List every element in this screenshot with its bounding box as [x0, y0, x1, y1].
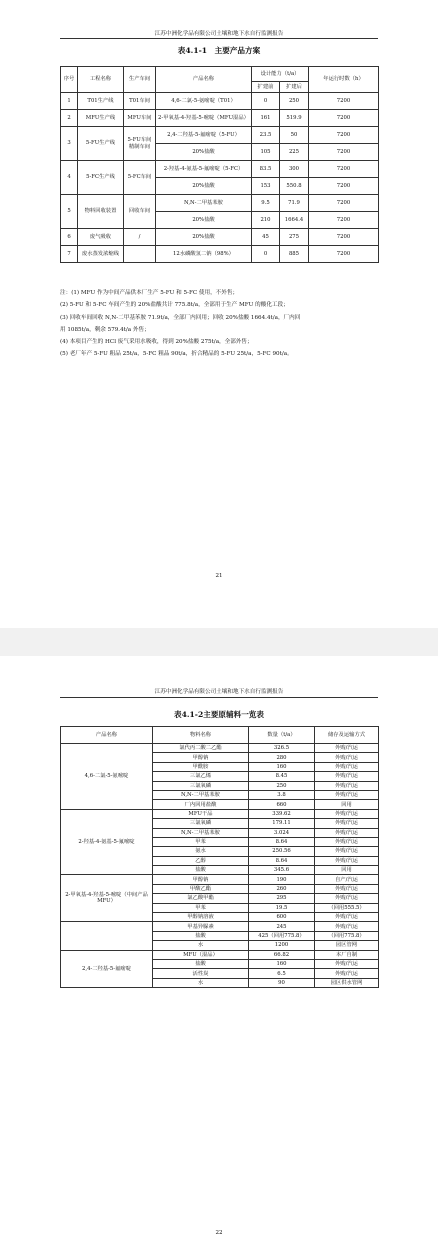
cell-storage: （回用555.5） — [315, 903, 379, 912]
cell-storage: 自产/汽运 — [315, 875, 379, 884]
header-after: 扩建后 — [280, 82, 309, 93]
cell-hours: 7200 — [309, 110, 379, 127]
cell-hours: 7200 — [309, 212, 379, 229]
cell-storage: 外购/汽运 — [315, 828, 379, 837]
cell-product: 2-甲氧基-4-羟基-5-嘧啶（MFU湿品） — [156, 110, 252, 127]
cell-storage: 外购/汽运 — [315, 922, 379, 931]
cell-material: 甲醇钠溶液 — [153, 913, 249, 922]
cell-material: 盐酸 — [153, 959, 249, 968]
note-line: 注：(1) MFU 作为中间产品供本厂生产 5-FU 和 5-FC 使用，不外售； — [60, 290, 239, 296]
cell-qty: 3.8 — [249, 790, 315, 799]
cell-material: 活性炭 — [153, 969, 249, 978]
cell-qty: 66.82 — [249, 950, 315, 959]
cell-storage: 回用 — [315, 866, 379, 875]
cell-material: 厂内回用盐酸 — [153, 800, 249, 809]
cell-project: 废气吸收 — [78, 229, 124, 246]
cell-material: 甲醇钠 — [153, 875, 249, 884]
cell-storage: 外购/汽运 — [315, 969, 379, 978]
cell-qty: 250.56 — [249, 847, 315, 856]
cell-product: 2-甲氧基-4-羟基-5-嘧啶（中间产品MFU） — [61, 875, 153, 922]
cell-storage: 外购/汽运 — [315, 913, 379, 922]
cell-product: 4,6-二氯-5-氨嘧啶 — [61, 744, 153, 810]
cell-storage: 外购/汽运 — [315, 894, 379, 903]
cell-storage: 外购/汽运 — [315, 744, 379, 753]
cell-seq: 2 — [61, 110, 78, 127]
cell-after: 250 — [280, 93, 309, 110]
table-row — [61, 229, 379, 246]
cell-qty: 339.62 — [249, 809, 315, 818]
cell-hours: 7200 — [309, 195, 379, 212]
table2-caption: 表4.1-2主要原辅料一览表 — [174, 710, 264, 719]
cell-qty: 345.6 — [249, 866, 315, 875]
note-line: (4) 本项目产生的 HCl 废气采用水吸收，得到 20%盐酸 275t/a，全部外售； — [60, 339, 253, 346]
cell-project: 5-FC生产线 — [78, 161, 124, 195]
header-material: 物料名称 — [153, 727, 249, 744]
product-plan-table — [60, 66, 379, 263]
cell-seq: 4 — [61, 161, 78, 195]
cell-storage: 本厂自制 — [315, 950, 379, 959]
table-row — [61, 110, 379, 127]
cell-before: 0 — [252, 93, 280, 110]
cell-qty: 260 — [249, 884, 315, 893]
cell-storage: 外购/汽运 — [315, 837, 379, 846]
cell-hours: 7200 — [309, 93, 379, 110]
cell-workshop: 5-FU车间精制车间 — [124, 127, 156, 161]
cell-storage: 外购/汽运 — [315, 847, 379, 856]
cell-material: 甲醇钠 — [153, 753, 249, 762]
cell-qty: 160 — [249, 762, 315, 771]
cell-qty: 190 — [249, 875, 315, 884]
cell-before: 9.5 — [252, 195, 280, 212]
cell-product: 2-羟基-4-氨基-5-氟嘧啶 — [61, 809, 153, 875]
cell-storage: 园区供水管网 — [315, 978, 379, 987]
cell-qty: 295 — [249, 894, 315, 903]
cell-storage: 外购/汽运 — [315, 772, 379, 781]
cell-product: 20%盐酸 — [156, 212, 252, 229]
cell-material: 盐酸 — [153, 931, 249, 940]
cell-project: 废水蒸发浓缩线 — [78, 246, 124, 263]
cell-before: 23.5 — [252, 127, 280, 144]
cell-material: 氨水 — [153, 847, 249, 856]
table-row — [61, 93, 379, 110]
cell-project: 物料回收装置 — [78, 195, 124, 229]
table-row — [61, 195, 379, 212]
cell-material: 氯代丙二酸二乙酯 — [153, 744, 249, 753]
cell-storage: 外购/汽运 — [315, 959, 379, 968]
cell-qty: 8.64 — [249, 837, 315, 846]
cell-storage: 外购/汽运 — [315, 753, 379, 762]
cell-material: 三氯氧磷 — [153, 781, 249, 790]
cell-hours: 7200 — [309, 178, 379, 195]
cell-material: 三氯乙烯 — [153, 772, 249, 781]
cell-after: 300 — [280, 161, 309, 178]
cell-material: 水 — [153, 978, 249, 987]
header-hours: 年运行时数（h） — [309, 67, 379, 93]
cell-qty: 250 — [249, 781, 315, 790]
cell-storage: 外购/汽运 — [315, 762, 379, 771]
report-header: 江苏中洲化学品有限公司土壤和地下水自行监测报告 — [154, 689, 284, 695]
cell-qty: 8.45 — [249, 772, 315, 781]
cell-material: 三氯氧磷 — [153, 819, 249, 828]
header-seq: 序号 — [61, 67, 78, 93]
cell-qty: 600 — [249, 913, 315, 922]
cell-material: 甲苯 — [153, 837, 249, 846]
cell-qty: 8.64 — [249, 856, 315, 865]
cell-material: 甲酰胺 — [153, 762, 249, 771]
cell-storage: （回用775.8） — [315, 931, 379, 940]
cell-material: N,N-二甲基苯胺 — [153, 828, 249, 837]
cell-product: 4,6-二氯-5-氨嘧啶（T01） — [156, 93, 252, 110]
cell-material: 乙醇 — [153, 856, 249, 865]
table1-caption: 表4.1-1 主要产品方案 — [177, 46, 261, 55]
cell-project: T01生产线 — [78, 93, 124, 110]
cell-product: 20%盐酸 — [156, 229, 252, 246]
table-row — [61, 875, 379, 884]
cell-material: MFU干品 — [153, 809, 249, 818]
cell-product: 12水磷酸氢二钠（98%） — [156, 246, 252, 263]
table-row — [61, 246, 379, 263]
cell-qty: 90 — [249, 978, 315, 987]
cell-storage: 外购/汽运 — [315, 809, 379, 818]
cell-seq: 1 — [61, 93, 78, 110]
cell-workshop: 回收车间 — [124, 195, 156, 229]
cell-qty: 280 — [249, 753, 315, 762]
header-storage: 储存及运输方式 — [315, 727, 379, 744]
cell-qty: 425（回用775.8） — [249, 931, 315, 940]
cell-product — [61, 922, 153, 950]
cell-qty: 245 — [249, 922, 315, 931]
cell-storage: 外购/汽运 — [315, 790, 379, 799]
table-row — [61, 950, 379, 959]
cell-product: N,N-二甲基苯胺 — [156, 195, 252, 212]
cell-product: 20%盐酸 — [156, 144, 252, 161]
cell-storage: 外购/汽运 — [315, 884, 379, 893]
cell-before: 105 — [252, 144, 280, 161]
cell-product: 2,4-二羟基-5-氟嘧啶（5-FU） — [156, 127, 252, 144]
cell-qty: 179.11 — [249, 819, 315, 828]
cell-material: N,N-二甲基苯胺 — [153, 790, 249, 799]
cell-seq: 7 — [61, 246, 78, 263]
cell-hours: 7200 — [309, 127, 379, 144]
note-line: (2) 5-FU 和 5-FC 车间产生的 20%盐酸共计 775.8t/a，全部用于生产 MFU 的酸化工段； — [60, 302, 289, 309]
header-qty: 数量（t/a） — [249, 727, 315, 744]
cell-seq: 3 — [61, 127, 78, 161]
cell-material: 甲酸乙酯 — [153, 884, 249, 893]
cell-material: 水 — [153, 941, 249, 950]
cell-qty: 160 — [249, 959, 315, 968]
header-workshop: 生产车间 — [124, 67, 156, 93]
cell-qty: 19.5 — [249, 903, 315, 912]
cell-after: 1664.4 — [280, 212, 309, 229]
cell-workshop: 5-FC车间 — [124, 161, 156, 195]
table-row — [61, 127, 379, 144]
note-line: (3) 回收车间回收 N,N-二甲基苯胺 71.9t/a，全部厂内回用；回收 20%盐酸 1664.4t/a，厂内回 — [60, 314, 301, 321]
page-number: 21 — [215, 573, 223, 579]
cell-workshop: / — [124, 229, 156, 246]
note-line: (5) 老厂年产 5-FU 粗品 25t/a，5-FC 粗品 90t/a，折合精品的 5-FU 25t/a，5-FC 90t/a。 — [60, 351, 293, 358]
cell-hours: 7200 — [309, 229, 379, 246]
header-capacity: 设计能力（t/a） — [252, 67, 309, 82]
cell-before: 45 — [252, 229, 280, 246]
raw-materials-table — [60, 726, 379, 988]
cell-storage: 园区管网 — [315, 941, 379, 950]
table-row — [61, 744, 379, 753]
cell-storage: 回用 — [315, 800, 379, 809]
page-number: 22 — [215, 1230, 223, 1236]
cell-before: 153 — [252, 178, 280, 195]
cell-storage: 外购/汽运 — [315, 781, 379, 790]
cell-storage: 外购/汽运 — [315, 856, 379, 865]
cell-qty: 1200 — [249, 941, 315, 950]
cell-after: 885 — [280, 246, 309, 263]
page-21 — [0, 0, 438, 628]
cell-project: 5-FU生产线 — [78, 127, 124, 161]
header-project: 工程名称 — [78, 67, 124, 93]
cell-before: 0 — [252, 246, 280, 263]
cell-product: 20%盐酸 — [156, 178, 252, 195]
cell-before: 161 — [252, 110, 280, 127]
cell-material: MFU（湿品） — [153, 950, 249, 959]
cell-material: 甲基异脲素 — [153, 922, 249, 931]
cell-seq: 6 — [61, 229, 78, 246]
header-product: 产品名称 — [61, 727, 153, 744]
cell-qty: 3.024 — [249, 828, 315, 837]
cell-hours: 7200 — [309, 246, 379, 263]
cell-material: 盐酸 — [153, 866, 249, 875]
cell-hours: 7200 — [309, 144, 379, 161]
cell-qty: 326.5 — [249, 744, 315, 753]
table-row — [61, 161, 379, 178]
cell-product: 2,4-二羟基-5-氟嘧啶 — [61, 950, 153, 988]
cell-after: 519.9 — [280, 110, 309, 127]
header-before: 扩建前 — [252, 82, 280, 93]
cell-product: 2-羟基-4-氨基-5-氟嘧啶（5-FC） — [156, 161, 252, 178]
cell-workshop — [124, 246, 156, 263]
report-header: 江苏中洲化学品有限公司土壤和地下水自行监测报告 — [154, 31, 284, 37]
cell-after: 71.9 — [280, 195, 309, 212]
cell-hours: 7200 — [309, 161, 379, 178]
cell-material: 氯乙酸甲酯 — [153, 894, 249, 903]
table1-notes — [60, 287, 380, 361]
cell-material: 甲苯 — [153, 903, 249, 912]
cell-qty: 6.5 — [249, 969, 315, 978]
header-rule — [60, 697, 378, 698]
cell-seq: 5 — [61, 195, 78, 229]
table-row — [61, 922, 379, 931]
cell-workshop: T01车间 — [124, 93, 156, 110]
note-line: 用 1085t/a，剩余 579.4t/a 外售； — [60, 326, 150, 333]
header-rule — [60, 38, 378, 39]
header-product: 产品名称 — [156, 67, 252, 93]
cell-project: MFU生产线 — [78, 110, 124, 127]
cell-storage: 外购/汽运 — [315, 819, 379, 828]
cell-after: 275 — [280, 229, 309, 246]
cell-before: 210 — [252, 212, 280, 229]
table-row — [61, 809, 379, 818]
cell-after: 50 — [280, 127, 309, 144]
cell-workshop: MFU车间 — [124, 110, 156, 127]
cell-qty: 660 — [249, 800, 315, 809]
cell-before: 83.5 — [252, 161, 280, 178]
cell-after: 225 — [280, 144, 309, 161]
cell-after: 550.8 — [280, 178, 309, 195]
